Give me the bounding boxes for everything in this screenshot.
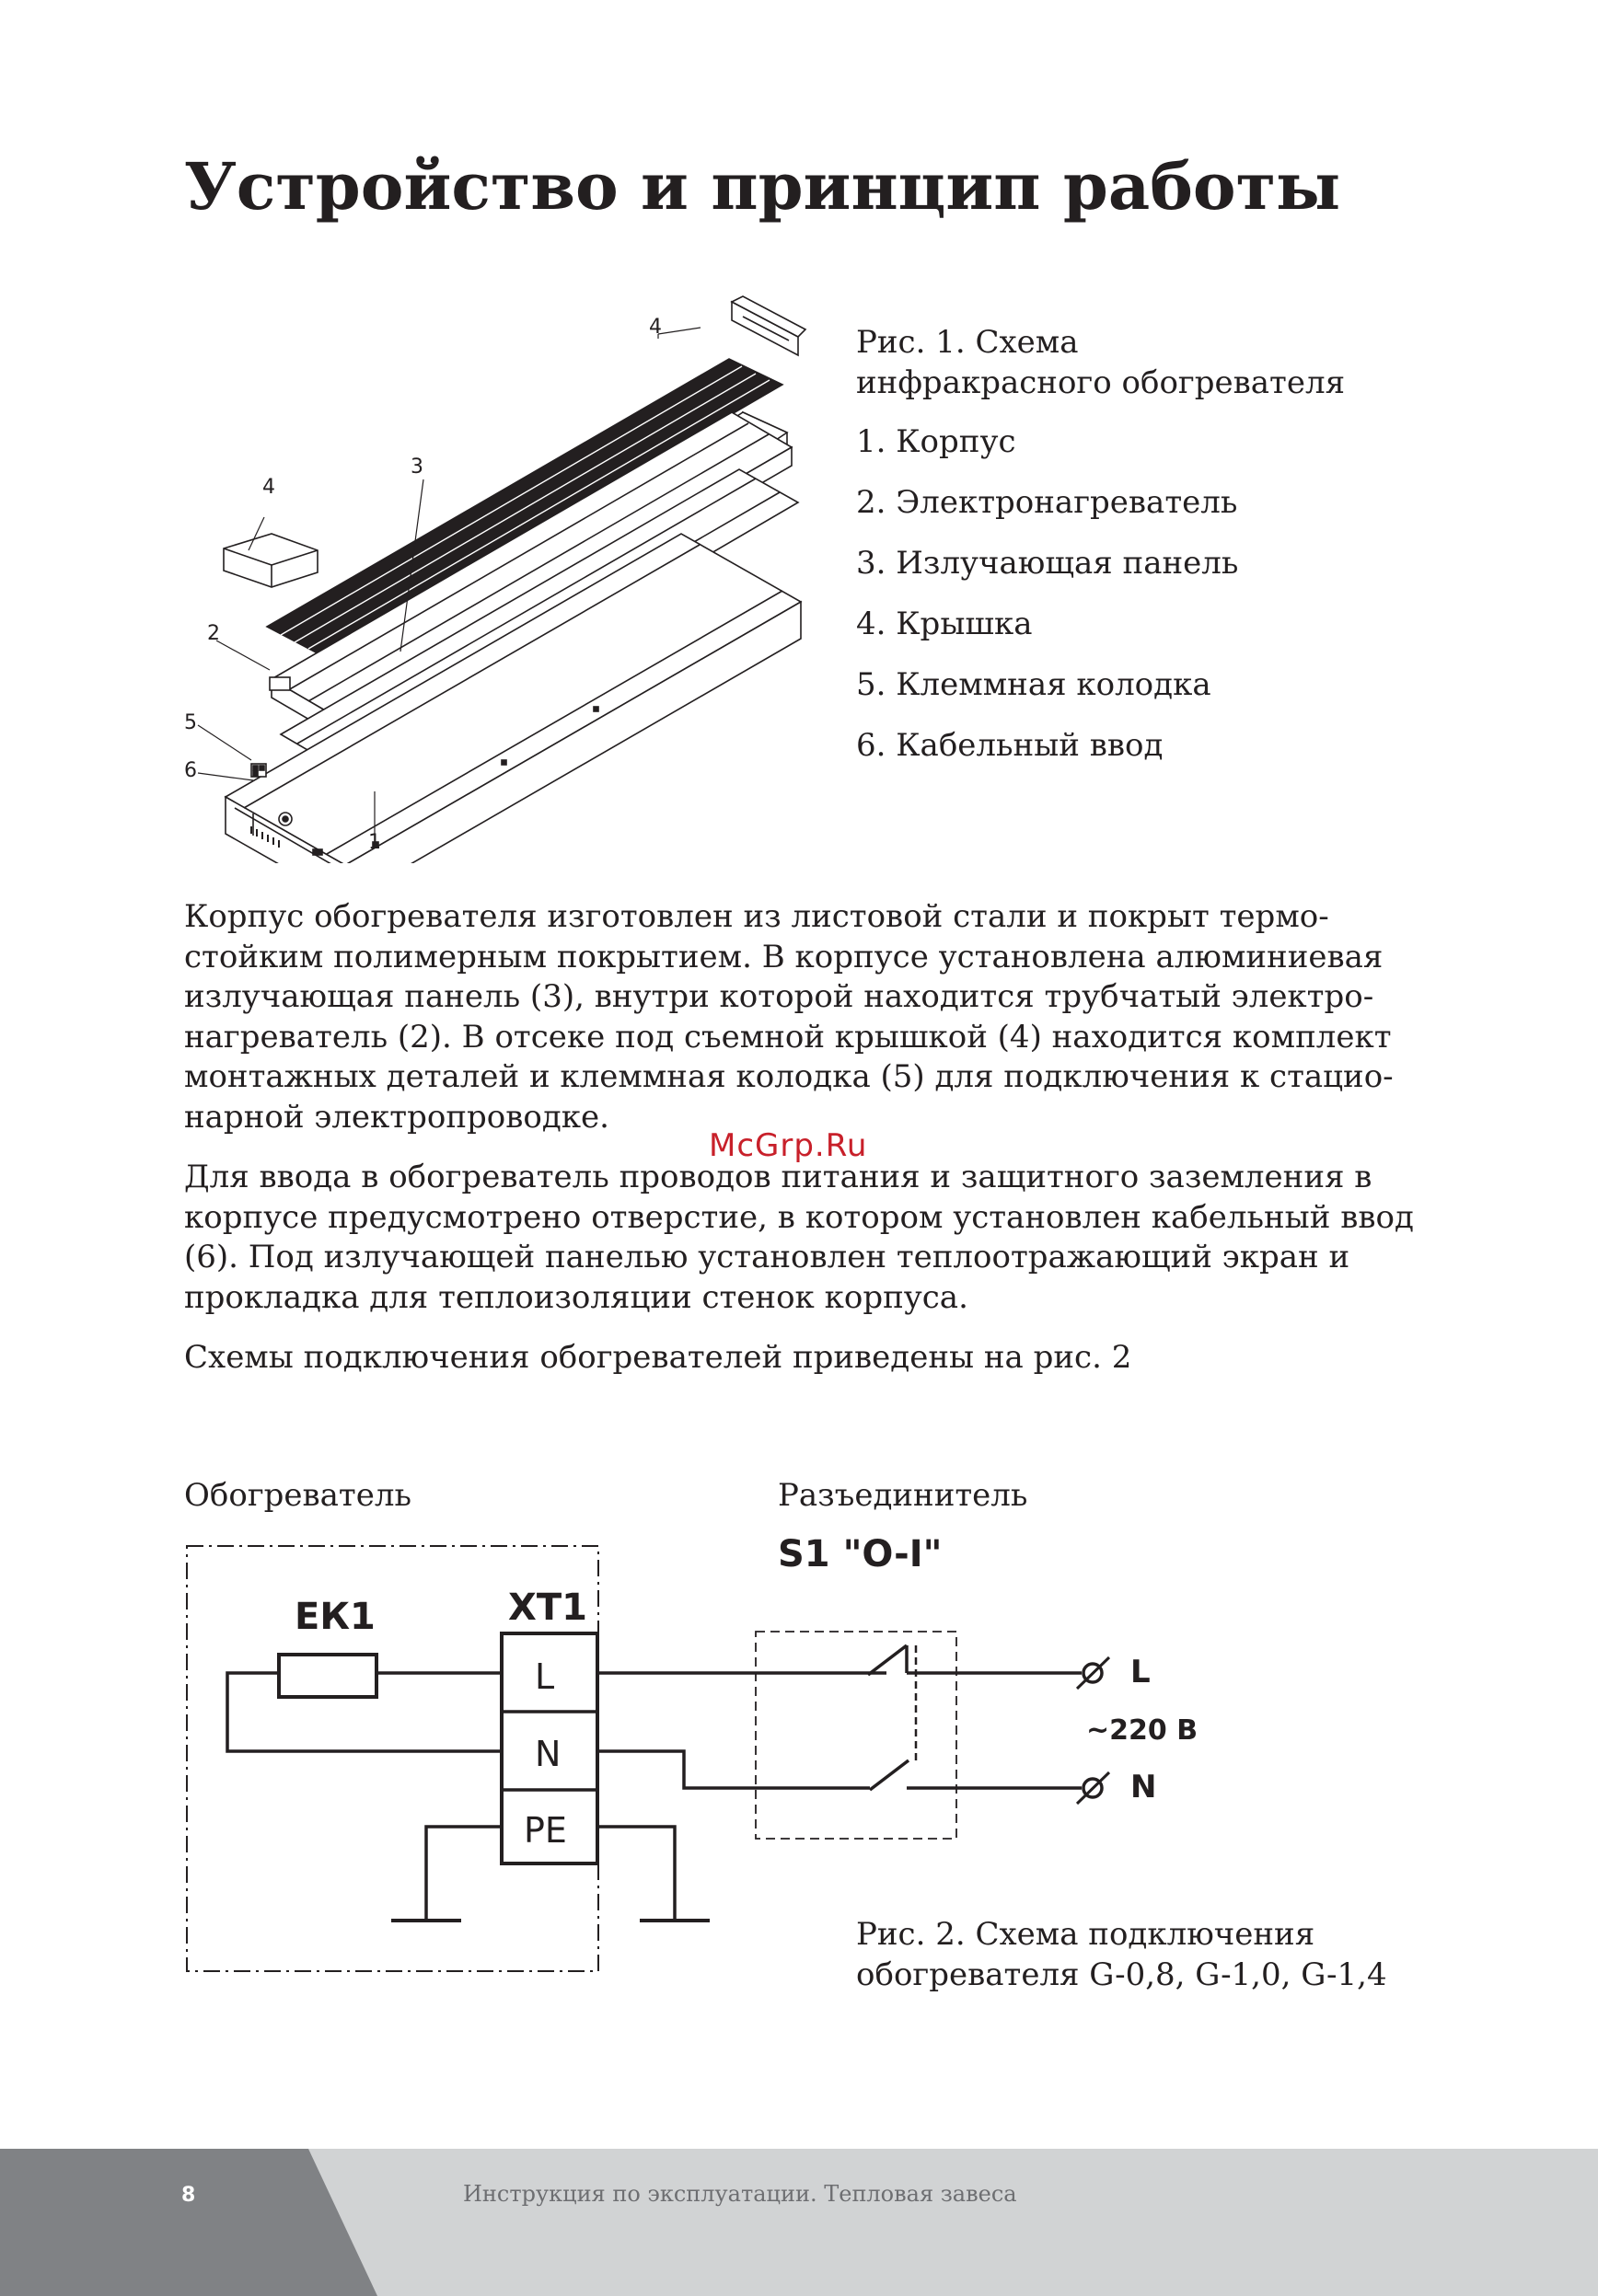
page-footer xyxy=(0,2149,1598,2296)
callout-6: 6 xyxy=(184,759,197,782)
heater-label: Обогреватель xyxy=(184,1477,411,1514)
line-l-label: L xyxy=(1130,1654,1151,1690)
watermark: McGrp.Ru xyxy=(709,1127,868,1164)
legend-item-terminal: 5. Клеммная колодка xyxy=(856,666,1211,703)
terminal-n: N xyxy=(535,1734,562,1774)
legend-item-cable-gland: 6. Кабельный ввод xyxy=(856,727,1164,764)
switch-boundary xyxy=(756,1632,956,1839)
figure2-caption-line2: обогревателя G-0,8, G-1,0, G-1,4 xyxy=(856,1956,1387,1993)
xt1-label: ХТ1 xyxy=(508,1586,587,1629)
callout-4-left: 4 xyxy=(262,476,275,499)
footer-band xyxy=(0,2149,1598,2296)
end-cap-left xyxy=(224,534,318,587)
terminal-l: L xyxy=(535,1656,555,1697)
callout-2: 2 xyxy=(207,622,220,645)
figure1-caption xyxy=(856,322,1445,403)
heating-element-ek1 xyxy=(279,1655,376,1697)
page-number: 8 xyxy=(181,2184,196,2207)
callout-4-top: 4 xyxy=(649,316,662,339)
figure2-caption-line1: Рис. 2. Схема подключения xyxy=(856,1916,1315,1953)
voltage-label: ~220 В xyxy=(1086,1714,1198,1747)
figure1-caption-line2: инфракрасного обогревателя xyxy=(856,364,1346,401)
callout-3: 3 xyxy=(411,456,423,479)
terminal-pe: PE xyxy=(524,1810,567,1851)
legend-item-panel: 3. Излучающая панель xyxy=(856,545,1239,582)
paragraph-3: Схемы подключения обогревателей приведены на рис. 2 xyxy=(184,1339,1132,1376)
terminal-block xyxy=(251,764,266,777)
page-title: Устройство и принцип работы xyxy=(184,148,1341,225)
heater-exploded-diagram xyxy=(179,293,824,863)
footer-doc-title: Инструкция по эксплуатации. Тепловая завеса xyxy=(463,2181,1017,2207)
figure2-caption xyxy=(856,1914,1445,1995)
callout-1: 1 xyxy=(368,831,381,854)
switch-id-label: S1 "O-I" xyxy=(778,1533,943,1575)
legend-item-heater: 2. Электронагреватель xyxy=(856,484,1238,521)
end-cap-right xyxy=(732,296,805,355)
figure1-caption-line1: Рис. 1. Схема xyxy=(856,324,1079,361)
paragraph-2: Для ввода в обогреватель проводов питания и защитного заземления в корпусе предусмотрено отверстие, в котором установлен кабельный ввод (6). Под излучающей панелью установлен теплоотражающий экран и прокладка для теплоизоляции стенок корпуса. xyxy=(184,1159,1414,1316)
callout-5: 5 xyxy=(184,711,197,734)
line-n-label: N xyxy=(1130,1769,1157,1806)
legend-item-cover: 4. Крышка xyxy=(856,606,1033,642)
figure1-legend xyxy=(856,322,1445,786)
switch-label: Разъединитель xyxy=(778,1477,1028,1514)
legend-item-body: 1. Корпус xyxy=(856,423,1016,460)
paragraph-1: Корпус обогревателя изготовлен из листовой стали и покрыт термо-стойким полимерным покрытием. В корпусе установлена алюминиевая излучающая панель (3), внутри которой находится трубчатый электро-нагреватель (2). В отсеке под съемной крышкой (4) находится комплект монтажных деталей и клеммная колодка (5) для подключения к стацио-нарной электропроводке. xyxy=(184,898,1394,1136)
ek1-label: ЕК1 xyxy=(295,1596,376,1638)
